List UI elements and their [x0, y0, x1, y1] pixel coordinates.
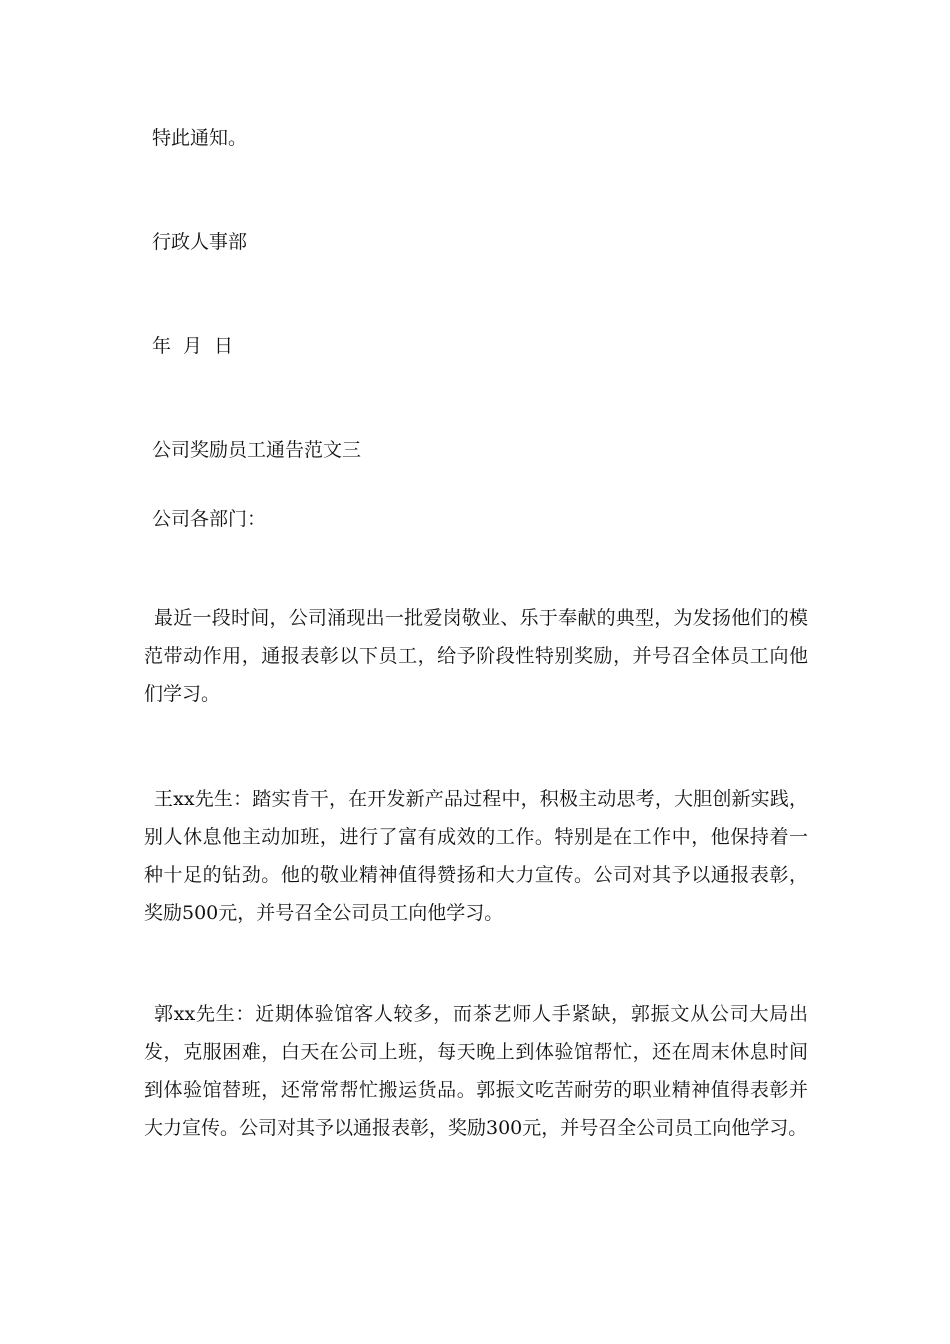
- department-signature: 行政人事部: [152, 231, 248, 253]
- date-month: 月: [183, 335, 203, 357]
- date-day: 日: [214, 335, 234, 357]
- notice-closing: 特此通知。: [152, 127, 248, 149]
- date-year: 年: [152, 335, 172, 357]
- document-title: 公司奖励员工通告范文三: [152, 439, 362, 461]
- salutation: 公司各部门：: [152, 508, 267, 530]
- commendation-guo-paragraph: 郭xx先生：近期体验馆客人较多，而茶艺师人手紧缺，郭振文从公司大局出发，克服困难，白天在公司上班，每天晚上到体验馆帮忙，还在周末休息时间到体验馆替班，还常常帮忙搬运货品。郭振文吃苦耐劳的职业精神值得表彰并大力宣传。公司对其予以通报表彰，奖励300元，并号召全公司员工向他学习。: [144, 1003, 808, 1139]
- date-line: [152, 333, 245, 359]
- intro-paragraph: 最近一段时间，公司涌现出一批爱岗敬业、乐于奉献的典型，为发扬他们的模范带动作用，通报表彰以下员工，给予阶段性特别奖励，并号召全体员工向他们学习。: [144, 607, 808, 705]
- commendation-wang-paragraph: 王xx先生：踏实肯干，在开发新产品过程中，积极主动思考，大胆创新实践，别人休息他主动加班，进行了富有成效的工作。特别是在工作中，他保持着一种十足的钻劲。他的敬业精神值得赞扬和大力宣传。公司对其予以通报表彰，奖励500元，并号召全公司员工向他学习。: [144, 788, 808, 924]
